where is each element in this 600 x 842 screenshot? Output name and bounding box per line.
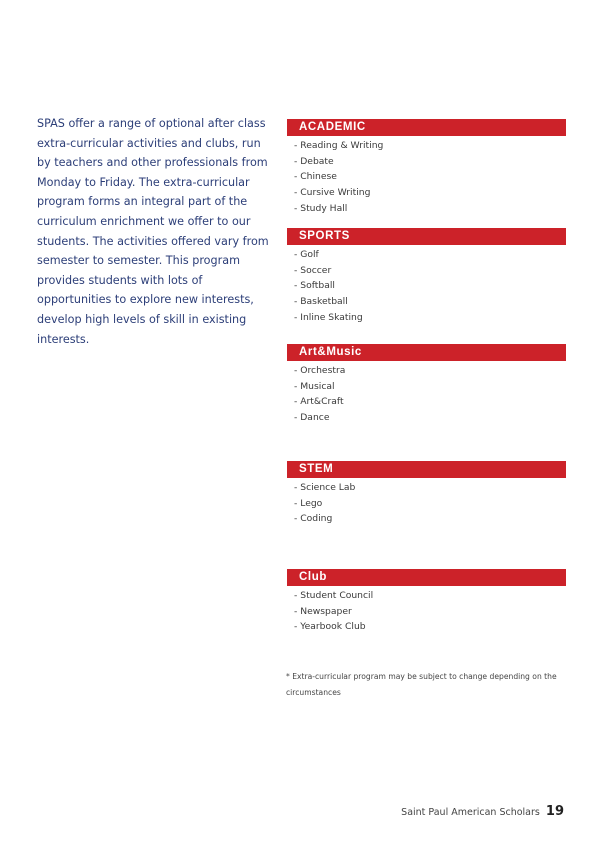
activity-list-sports [287,247,566,326]
list-item: - Chinese [294,171,337,183]
section-club [287,569,566,635]
list-item: - Art&Craft [294,396,344,408]
list-item: - Cursive Writing [294,187,371,199]
section-art-music [287,344,566,426]
list-item: - Science Lab [294,482,356,493]
list-item: - Lego [294,497,323,509]
intro-paragraph: SPAS offer a range of optional after class extra-curricular activities and clubs, run by teachers and other professionals from Monday to Friday. The extra-curricular program forms an integral part of the curriculum enrichment we offer to our students. The activities offered vary from semester to semester. This program provides students with lots of opportunities to explore new interests, develop high levels of skill in existing interests. [37,117,269,346]
list-item: - Musical [294,380,335,392]
section-stem [287,461,566,527]
list-item: - Yearbook Club [294,621,366,633]
section-header-stem: STEM [287,461,566,478]
section-header-club: Club [287,569,566,586]
list-item: - Soccer [294,264,332,276]
list-item: - Basketball [294,296,348,308]
activity-list-academic [287,138,566,217]
page-footer [401,804,564,819]
list-item: - Inline Skating [294,311,363,323]
activity-list-club [287,588,566,635]
list-item: - Golf [294,249,319,260]
list-item: - Reading & Writing [294,140,384,151]
footnote: * Extra-curricular program may be subject to change depending on the circumstances [286,672,557,697]
list-item: - Softball [294,280,335,292]
section-academic [287,119,566,217]
school-name: Saint Paul American Scholars [401,807,540,818]
list-item: - Study Hall [294,202,348,214]
section-header-sports: SPORTS [287,228,566,245]
activity-list-stem [287,480,566,527]
list-item: - Newspaper [294,605,352,617]
list-item: - Student Council [294,590,374,601]
list-item: - Debate [294,155,334,167]
page-number: 19 [545,804,564,819]
section-header-academic: ACADEMIC [287,119,566,136]
list-item: - Coding [294,513,333,525]
section-sports [287,228,566,326]
list-item: - Orchestra [294,365,346,376]
section-header-art-music: Art&Music [287,344,566,361]
activity-list-art-music [287,363,566,426]
list-item: - Dance [294,412,330,424]
